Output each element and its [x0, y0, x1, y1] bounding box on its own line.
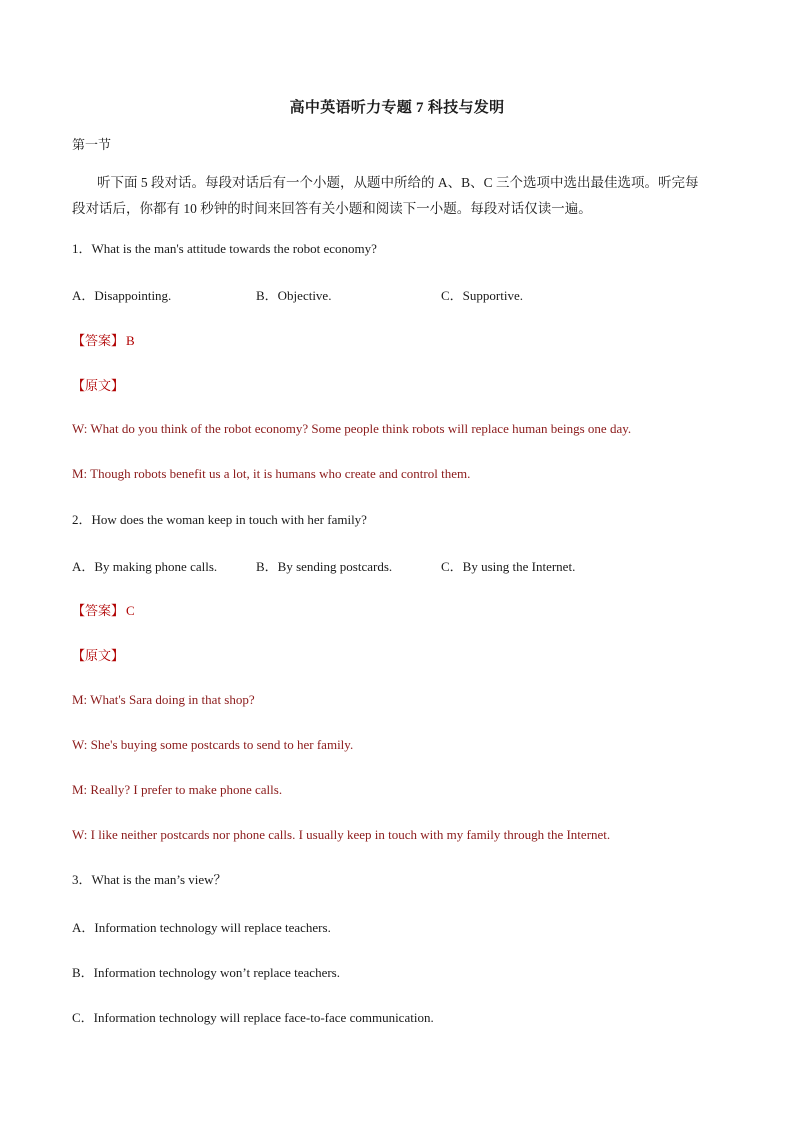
q1-transcript-line: M: Though robots benefit us a lot, it is humans who create and control them.: [72, 466, 471, 481]
q2-transcript-line: W: She's buying some postcards to send to her family.: [72, 737, 354, 752]
q2-option-b: B．By sending postcards.: [256, 559, 393, 574]
q2-transcript-line: M: Really? I prefer to make phone calls.: [72, 782, 283, 797]
question-3: 3．What is the man’s view？: [72, 872, 227, 887]
instructions-line-1: 听下面 5 段对话。每段对话后有一个小题，从题中所给的 A、B、C 三个选项中选出最佳选项。听完每: [97, 175, 699, 190]
q3-option-a: A．Information technology will replace teachers.: [72, 920, 331, 935]
q2-transcript-line: M: What's Sara doing in that shop?: [72, 692, 255, 707]
instructions-line-2: 段对话后，你都有 10 秒钟的时间来回答有关小题和阅读下一小题。每段对话仅读一遍。: [72, 201, 592, 216]
q1-option-b: B．Objective.: [256, 288, 332, 303]
page-title: 高中英语听力专题 7 科技与发明: [289, 100, 505, 116]
q2-transcript-line: W: I like neither postcards nor phone calls. I usually keep in touch with my family through the Internet.: [72, 827, 611, 842]
q1-answer: [72, 330, 135, 349]
q2-transcript-label: 【原文】: [72, 648, 125, 663]
q3-option-b: B．Information technology won’t replace teachers.: [72, 965, 340, 980]
section-label: 第一节: [72, 137, 112, 152]
answer-value: B: [126, 333, 135, 348]
q2-option-c: C．By using the Internet.: [441, 559, 576, 574]
q3-option-c: C．Information technology will replace face-to-face communication.: [72, 1010, 434, 1025]
answer-label: 【答案】: [72, 333, 125, 348]
q1-transcript-label: 【原文】: [72, 378, 125, 393]
question-1: 1．What is the man's attitude towards the robot economy?: [72, 241, 377, 256]
q2-option-a: A．By making phone calls.: [72, 559, 218, 574]
q1-option-a: A．Disappointing.: [72, 288, 172, 303]
question-2: 2．How does the woman keep in touch with her family?: [72, 512, 367, 527]
q1-option-c: C．Supportive.: [441, 288, 523, 303]
q2-answer: [72, 600, 135, 619]
answer-label: 【答案】: [72, 603, 125, 618]
answer-value: C: [126, 603, 135, 618]
q1-transcript-line: W: What do you think of the robot economy? Some people think robots will replace human beings one day.: [72, 421, 632, 436]
